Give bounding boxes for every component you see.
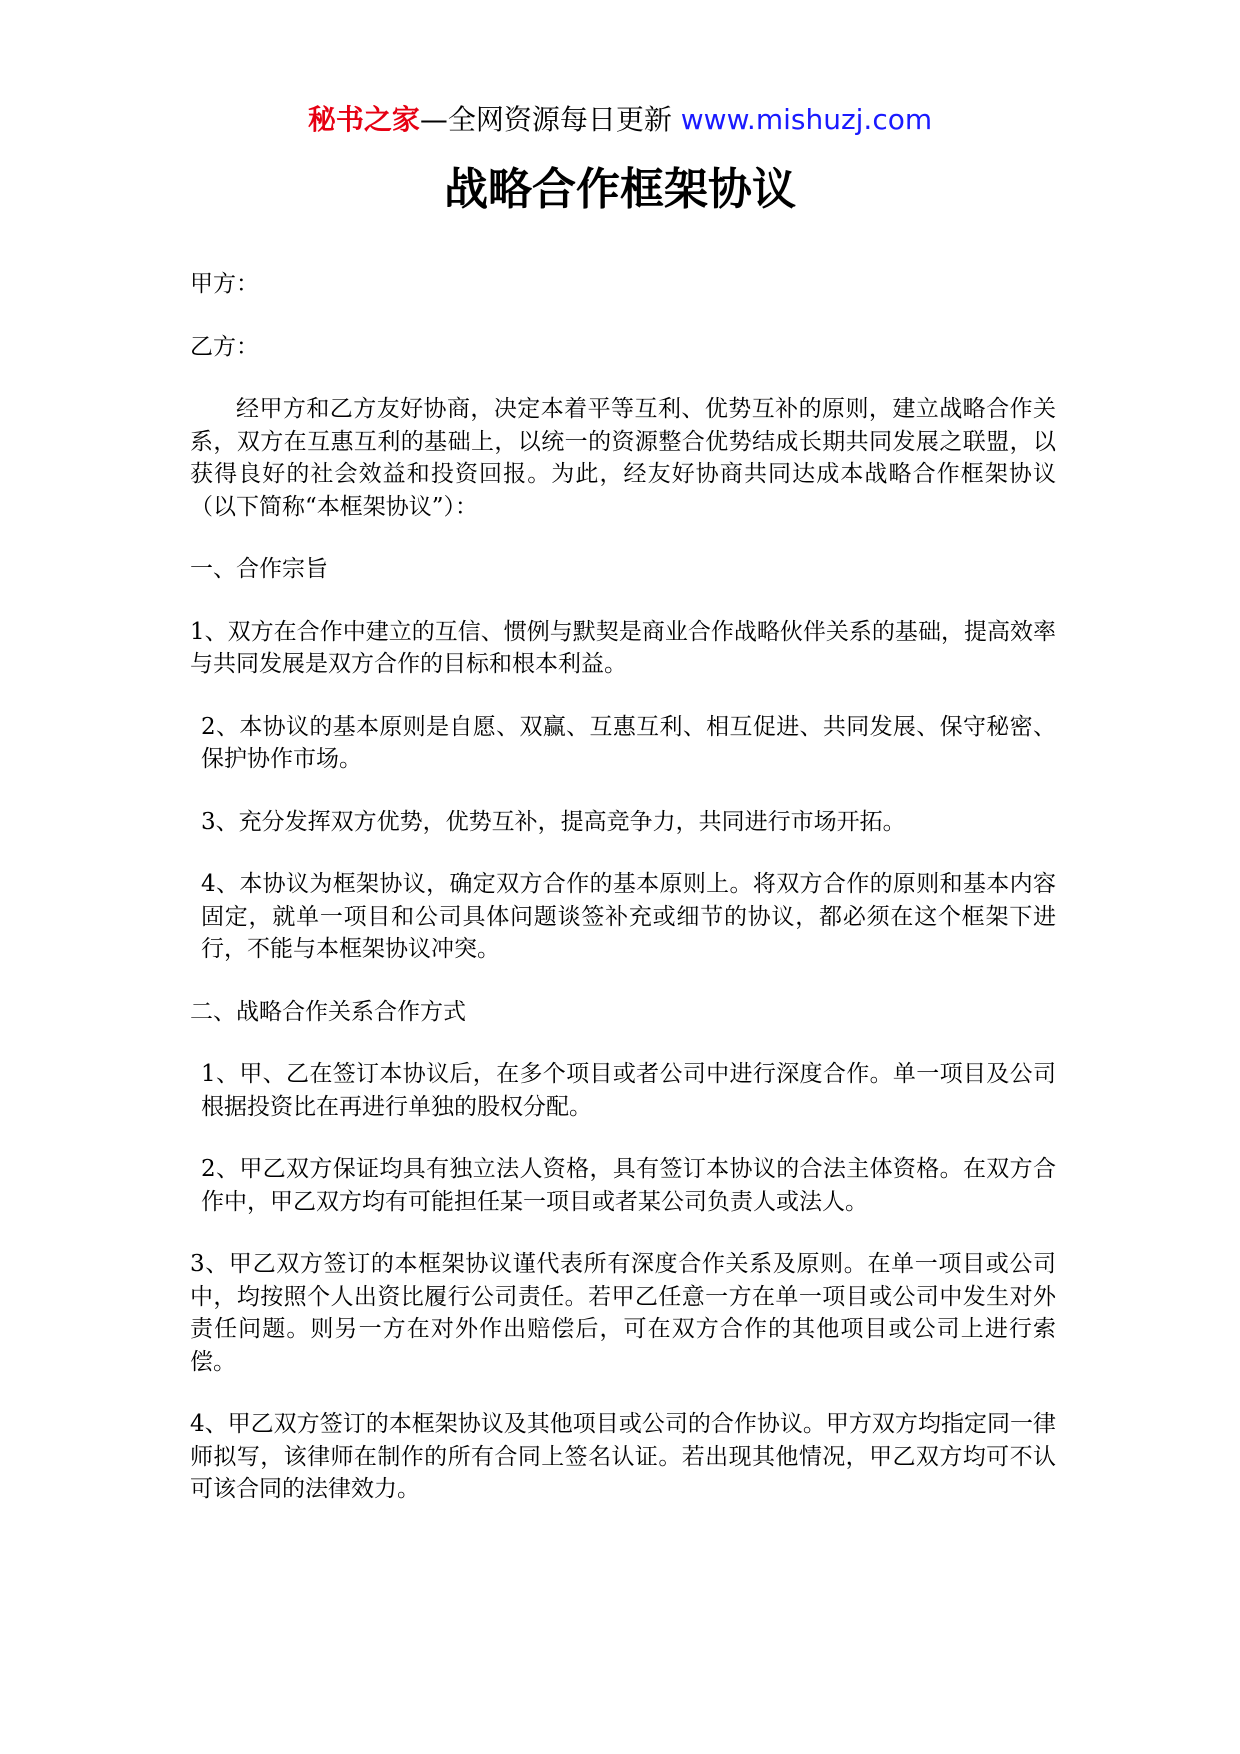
section-1-item-1: 1、双方在合作中建立的互信、惯例与默契是商业合作战略伙伴关系的基础，提高效率与共同发展是双方合作的目标和根本利益。 — [190, 618, 1056, 677]
party-a-line: 甲方： — [190, 271, 259, 297]
section-2-heading: 二、战略合作关系合作方式 — [190, 998, 466, 1025]
site-banner — [0, 100, 1240, 140]
section-2-item-1: 1、甲、乙在签订本协议后，在多个项目或者公司中进行深度合作。单一项目及公司根据投资比在再进行单独的股权分配。 — [201, 1061, 1056, 1120]
section-1-item-2: 2、本协议的基本原则是自愿、双赢、互惠互利、相互促进、共同发展、保守秘密、保护协作市场。 — [201, 713, 1056, 772]
document-body — [190, 268, 1056, 1506]
section-2-item-4: 4、甲乙双方签订的本框架协议及其他项目或公司的合作协议。甲方双方均指定同一律师拟写，该律师在制作的所有合同上签名认证。若出现其他情况，甲乙双方均可不认可该合同的法律效力。 — [190, 1411, 1056, 1502]
banner-url-link[interactable]: www.mishuzj.com — [680, 103, 933, 136]
document-title: 战略合作框架协议 — [444, 164, 796, 215]
section-1-item-3: 3、充分发挥双方优势，优势互补，提高竞争力，共同进行市场开拓。 — [201, 808, 906, 835]
banner-tagline: —全网资源每日更新 — [419, 103, 681, 136]
section-1-item-4: 4、本协议为框架协议，确定双方合作的基本原则上。将双方合作的原则和基本内容固定，就单一项目和公司具体问题谈签补充或细节的协议，都必须在这个框架下进行，不能与本框架协议冲突。 — [201, 871, 1056, 962]
section-2-item-3: 3、甲乙双方签订的本框架协议谨代表所有深度合作关系及原则。在单一项目或公司中，均按照个人出资比履行公司责任。若甲乙任意一方在单一项目或公司中发生对外责任问题。则另一方在对外作出赔偿后，可在双方合作的其他项目或公司上进行索偿。 — [190, 1251, 1056, 1375]
section-1-heading: 一、合作宗旨 — [190, 556, 328, 582]
section-2-item-2: 2、甲乙双方保证均具有独立法人资格，具有签订本协议的合法主体资格。在双方合作中，甲乙双方均有可能担任某一项目或者某公司负责人或法人。 — [201, 1156, 1056, 1215]
intro-paragraph: 经甲方和乙方友好协商，决定本着平等互利、优势互补的原则，建立战略合作关系，双方在互惠互利的基础上，以统一的资源整合优势结成长期共同发展之联盟，以获得良好的社会效益和投资回报。为此，经友好协商共同达成本战略合作框架协议（以下简称“本框架协议”）： — [190, 396, 1056, 520]
banner-brand: 秘书之家 — [307, 103, 420, 136]
party-b-line: 乙方： — [190, 333, 259, 360]
